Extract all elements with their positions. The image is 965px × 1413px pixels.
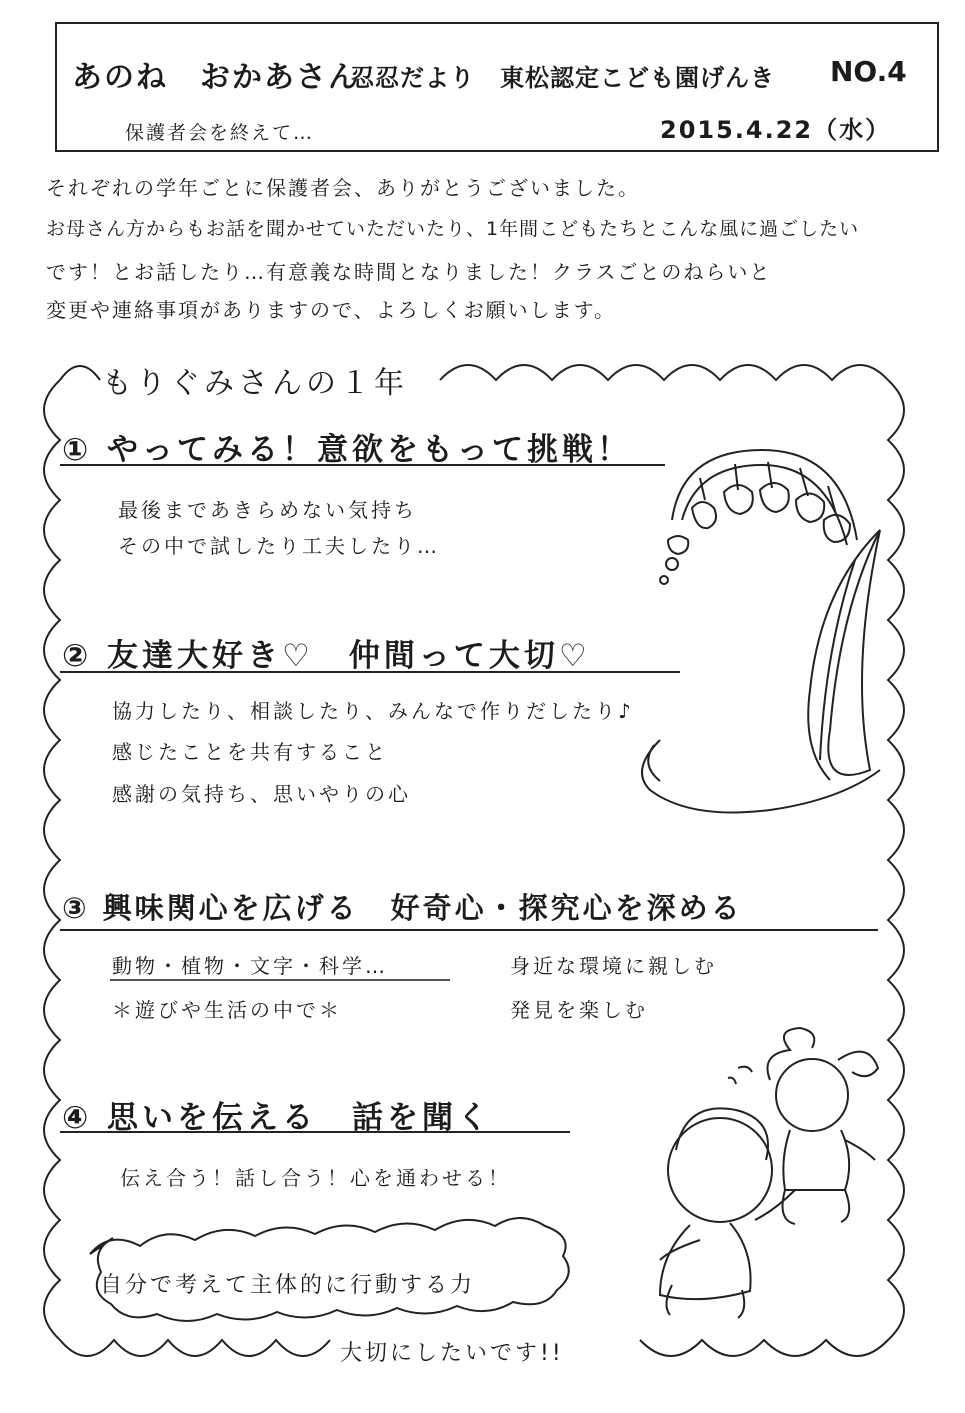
section-1-body-line-1: 最後まであきらめない気持ち: [118, 498, 417, 522]
intro-line-4: 変更や連絡事項がありますので、よろしくお願いします。: [46, 298, 616, 322]
two-children-running-drawing: [660, 1028, 878, 1318]
section-4-title: 思いを伝える 話を聞く: [107, 1100, 493, 1136]
section-3-body-right-line-2: 発見を楽しむ: [510, 998, 648, 1022]
section-1-number: ①: [62, 432, 93, 468]
newsletter-title: あのね おかあさん: [72, 60, 360, 95]
issue-date: 2015.4.22（水）: [660, 116, 892, 144]
frame-title: もりぐみさんの１年: [102, 366, 408, 401]
section-3-body-left-line-2: ＊遊びや生活の中で＊: [112, 998, 342, 1022]
section-4-number: ④: [62, 1100, 93, 1136]
section-4-body-line-1: 伝え合う！話し合う！心を通わせる！: [120, 1166, 511, 1190]
section-2-body-line-2: 感じたことを共有すること: [112, 740, 388, 764]
topic-line: 保護者会を終えて…: [125, 122, 315, 144]
section-2-title: 友達大好き♡ 仲間って大切♡: [107, 638, 591, 674]
intro-line-3: です！とお話したり…有意義な時間となりました！クラスごとのねらいと: [46, 260, 772, 284]
section-3-heading: [62, 886, 743, 927]
section-3-body-right-line-1: 身近な環境に親しむ: [510, 954, 717, 978]
closing-text: 大切にしたいです!!: [340, 1341, 564, 1366]
issue-number: NO.4: [830, 55, 907, 88]
lily-of-the-valley-drawing: [642, 450, 880, 813]
section-3-body-left-line-1: 動物・植物・文字・科学…: [112, 954, 388, 978]
section-2-body-line-1: 協力したり、相談したり、みんなで作りだしたり♪: [112, 699, 634, 723]
section-3-title: 興味関心を広げる 好奇心・探究心を深める: [102, 891, 743, 925]
section-2-number: ②: [62, 638, 93, 674]
newsletter-subtitle: 忍忍だより 東松認定こども園げんき: [350, 64, 775, 92]
section-2-heading: [62, 630, 591, 675]
intro-line-2: お母さん方からもお話を聞かせていただいたり、1年間こどもたちとこんな風に過ごしたい: [46, 218, 860, 240]
section-3-number: ③: [62, 891, 90, 925]
intro-line-1: それぞれの学年ごとに保護者会、ありがとうございました。: [46, 176, 640, 200]
section-2-body-line-3: 感謝の気持ち、思いやりの心: [112, 782, 411, 806]
section-1-body-line-2: その中で試したり工夫したり…: [118, 534, 440, 558]
section-1-title: やってみる！意欲をもって挑戦！: [107, 432, 633, 468]
section-4-heading: [62, 1092, 492, 1137]
cloud-text: 自分で考えて主体的に行動する力: [100, 1273, 476, 1298]
section-1-heading: [62, 424, 632, 469]
